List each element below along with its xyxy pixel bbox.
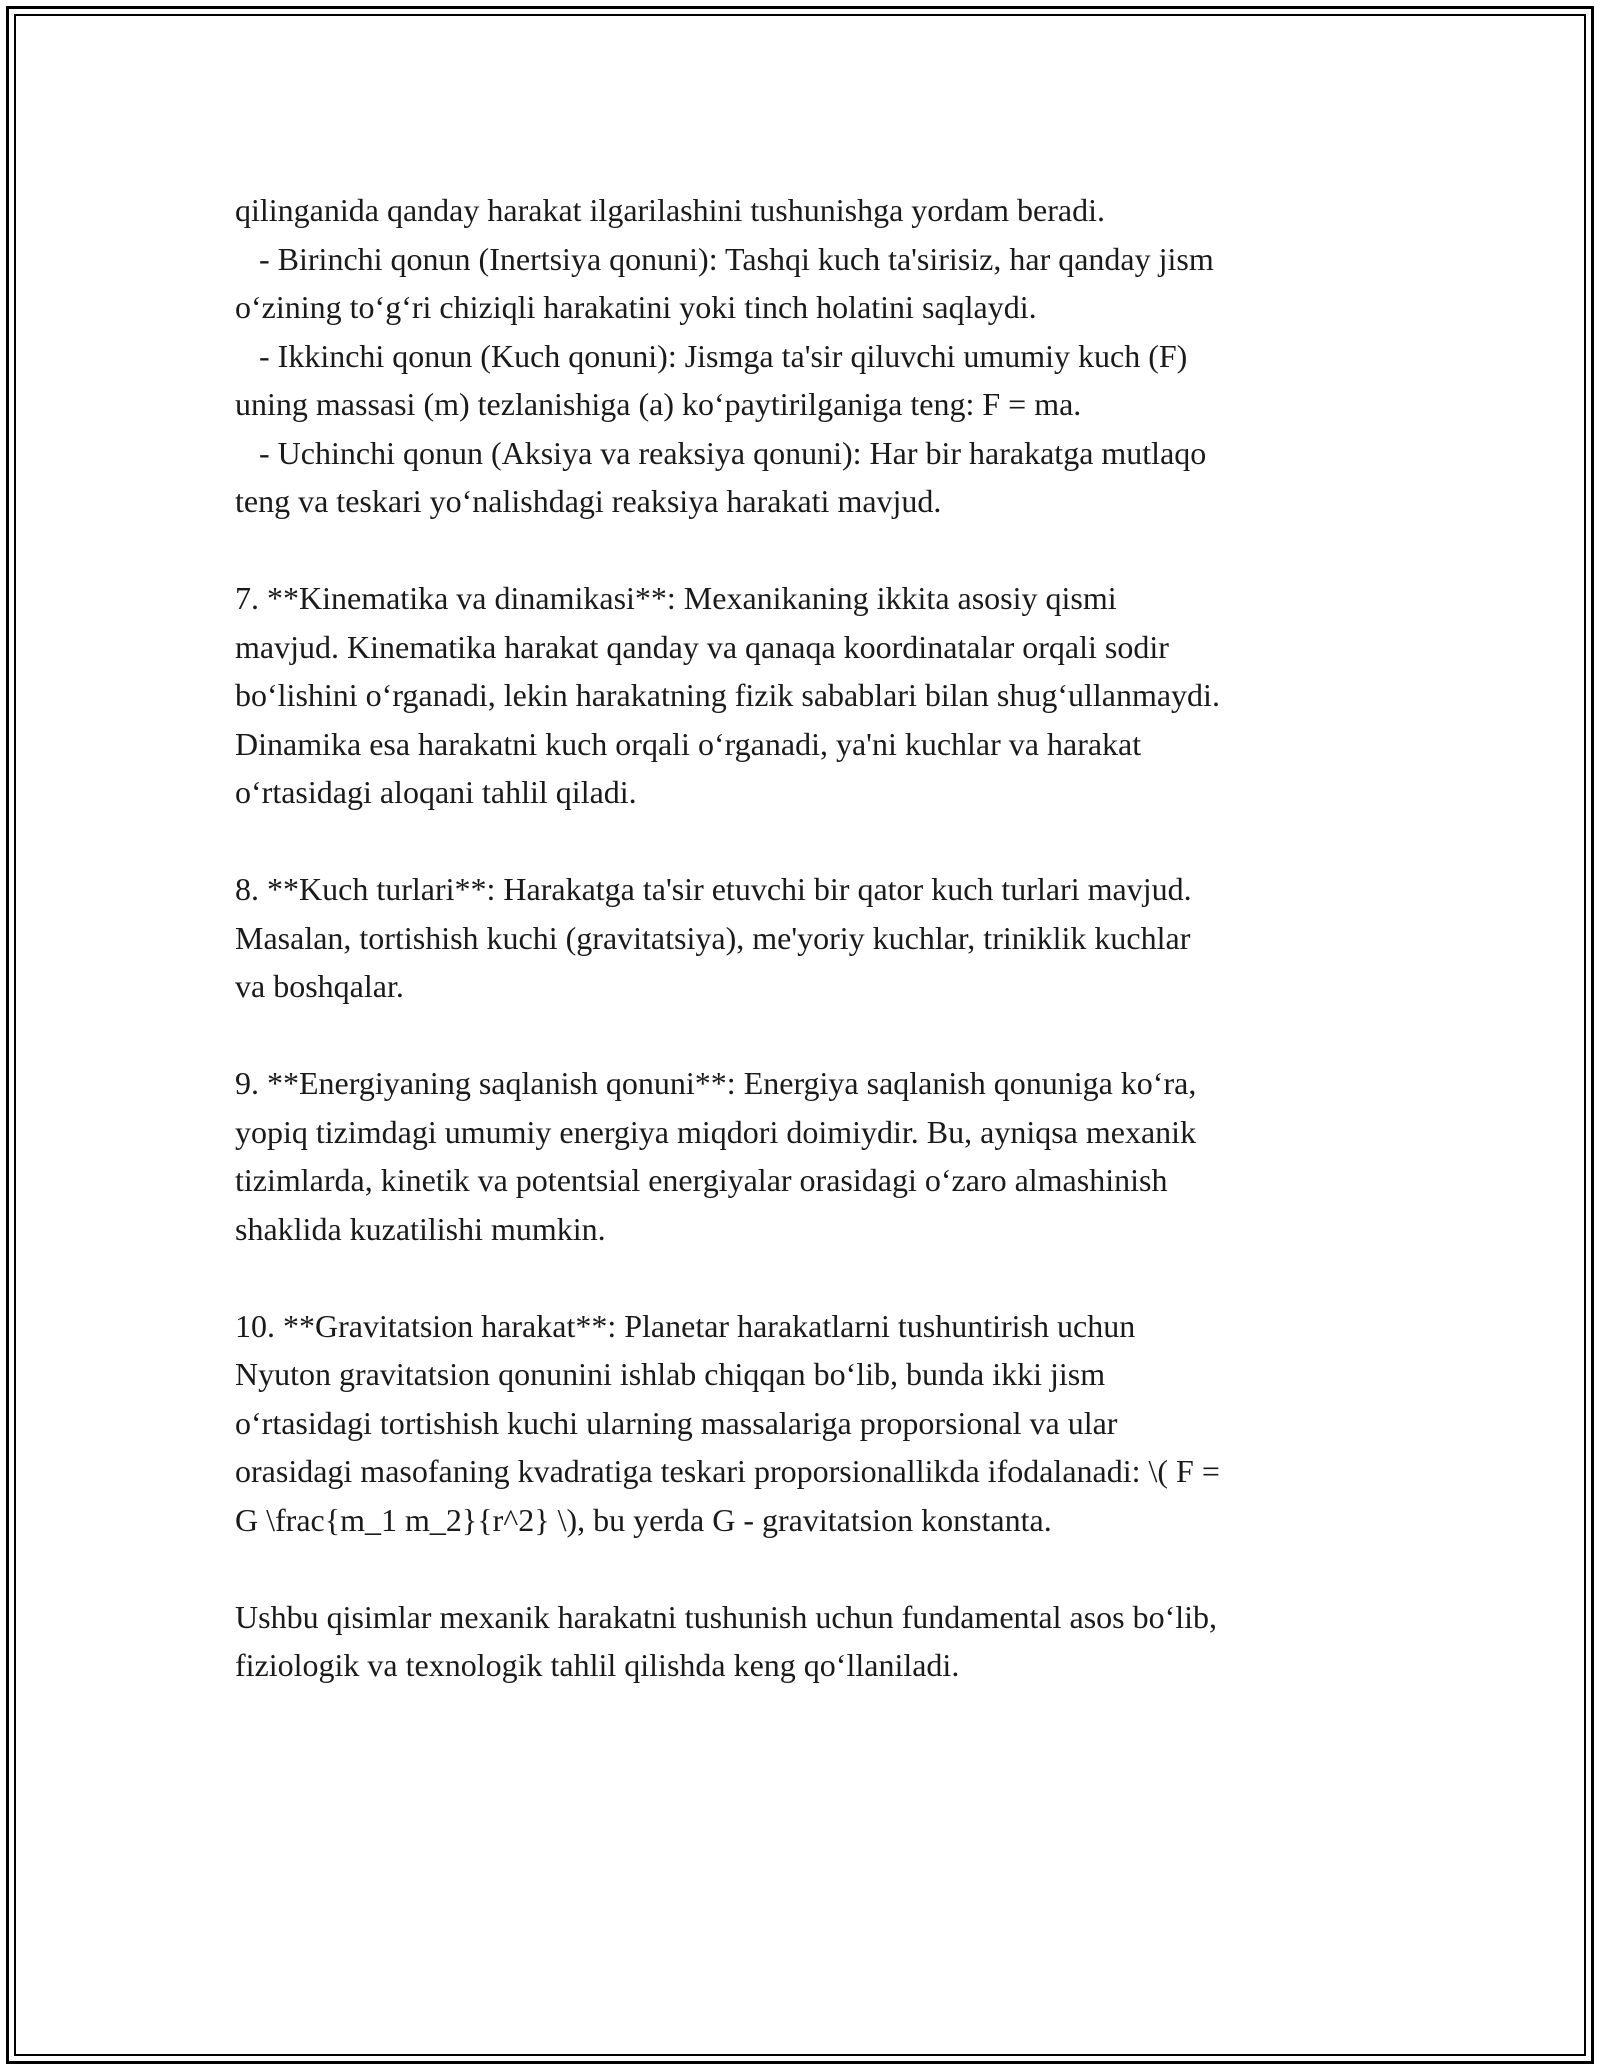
text-line: 9. **Energiyaning saqlanish qonuni**: Energiya saqlanish qonuniga ko‘ra,	[235, 1065, 1197, 1101]
text-line: - Ikkinchi qonun (Kuch qonuni): Jismga ta'sir qiluvchi umumiy kuch (F)	[235, 337, 1188, 374]
document-body	[235, 186, 1395, 1690]
text-line: o‘rtasidagi tortishish kuchi ularning massalariga proporsional va ular	[235, 1404, 1118, 1441]
paragraph-gap	[235, 817, 1395, 866]
paragraph-item-7	[235, 574, 1395, 817]
text-line: Nyuton gravitatsion qonunini ishlab chiqqan bo‘lib, bunda ikki jism	[235, 1356, 1106, 1392]
text-line: teng va teskari yo‘nalishdagi reaksiya harakati mavjud.	[235, 483, 942, 519]
paragraph-gap	[235, 1253, 1395, 1302]
text-line: Masalan, tortishish kuchi (gravitatsiya), me'yoriy kuchlar, triniklik kuchlar	[235, 919, 1191, 956]
text-line: tizimlarda, kinetik va potentsial energiyalar orasidagi o‘zaro almashinish	[235, 1162, 1168, 1198]
text-line: orasidagi masofaning kvadratiga teskari proporsionallikda ifodalanadi: \( F =	[235, 1453, 1220, 1489]
paragraph-conclusion	[235, 1593, 1395, 1690]
text-line: fiziologik va texnologik tahlil qilishda keng qo‘llaniladi.	[235, 1647, 960, 1683]
text-line: uning massasi (m) tezlanishiga (a) ko‘paytirilganiga teng: F = ma.	[235, 386, 1082, 422]
text-line: o‘rtasidagi aloqani tahlil qiladi.	[235, 774, 637, 810]
text-line: - Uchinchi qonun (Aksiya va reaksiya qonuni): Har bir harakatga mutlaqo	[235, 434, 1207, 471]
text-line: bo‘lishini o‘rganadi, lekin harakatning fizik sabablari bilan shug‘ullanmaydi.	[235, 677, 1220, 713]
text-line: 10. **Gravitatsion harakat**: Planetar harakatlarni tushuntirish uchun	[235, 1307, 1136, 1344]
paragraph-newton-laws	[235, 186, 1395, 526]
paragraph-item-8	[235, 865, 1395, 1011]
paragraph-item-9	[235, 1059, 1395, 1253]
text-line: 8. **Kuch turlari**: Harakatga ta'sir etuvchi bir qator kuch turlari mavjud.	[235, 871, 1192, 907]
paragraph-gap	[235, 526, 1395, 575]
paragraph-gap	[235, 1011, 1395, 1060]
text-line: 7. **Kinematika va dinamikasi**: Mexanikaning ikkita asosiy qismi	[235, 580, 1117, 616]
text-line: - Birinchi qonun (Inertsiya qonuni): Tashqi kuch ta'sirisiz, har qanday jism	[235, 240, 1214, 277]
paragraph-gap	[235, 1544, 1395, 1593]
text-line: mavjud. Kinematika harakat qanday va qanaqa koordinatalar orqali sodir	[235, 628, 1169, 665]
text-line: yopiq tizimdagi umumiy energiya miqdori doimiydir. Bu, ayniqsa mexanik	[235, 1113, 1197, 1150]
text-line: shaklida kuzatilishi mumkin.	[235, 1210, 606, 1247]
paragraph-item-10	[235, 1302, 1395, 1545]
text-line: qilinganida qanday harakat ilgarilashini tushunishga yordam beradi.	[235, 192, 1105, 228]
text-line: Dinamika esa harakatni kuch orqali o‘rganadi, ya'ni kuchlar va harakat	[235, 725, 1142, 762]
text-line: o‘zining to‘g‘ri chiziqli harakatini yoki tinch holatini saqlaydi.	[235, 289, 1037, 325]
text-line: G \frac{m_1 m_2}{r^2} \), bu yerda G - gravitatsion konstanta.	[235, 1501, 1052, 1538]
text-line: va boshqalar.	[235, 968, 404, 1004]
text-line: Ushbu qisimlar mexanik harakatni tushunish uchun fundamental asos bo‘lib,	[235, 1598, 1218, 1635]
